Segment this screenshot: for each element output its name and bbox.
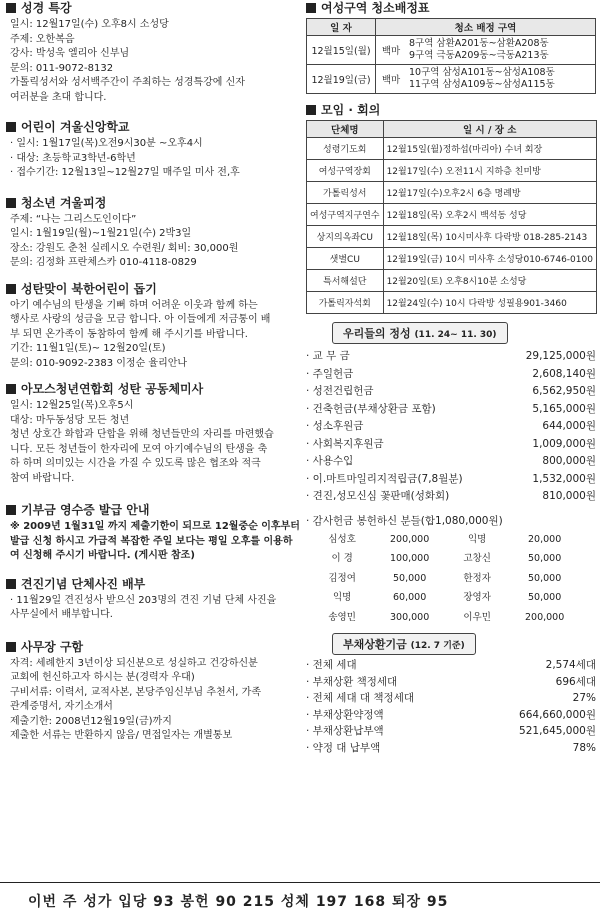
meeting-row	[307, 248, 597, 270]
notice-line: 주제: “나는 그리스도인이다”	[10, 213, 137, 225]
notice-section	[6, 502, 302, 564]
donor-amount: 200,000	[524, 611, 565, 623]
notice-line: 일시: 12월17일(수) 오후8시 소성당	[10, 19, 169, 30]
notice-line: 문의: 김정화 프란체스카 010-4118-0829	[10, 257, 197, 268]
finance-amount: 644,000원	[542, 420, 596, 432]
meeting-org: 가톨릭자석회	[307, 292, 384, 314]
meeting-org: 가톨릭성서	[307, 182, 384, 204]
bullet-square-icon	[6, 642, 16, 652]
notice-line: 하 하며 의미있는 시간을 가질 수 있도록 많은 협조와 적극	[10, 458, 261, 469]
meeting-org: 샛별CU	[307, 248, 384, 270]
finance-item	[306, 453, 596, 471]
cleaning-section	[306, 0, 596, 94]
bullet-square-icon	[6, 505, 16, 515]
debt-period: (12. 7 기준)	[410, 641, 465, 651]
donor-amount: 50,000	[528, 553, 562, 564]
donor-name: 김정여	[328, 572, 356, 584]
donor-amount: 50,000	[528, 572, 562, 584]
cleaning-area: 8구역 삼환A201동~삼환A208동	[409, 38, 549, 49]
notice-line: 제출한 서류는 반환하지 않음/ 면접일자는 개별통보	[10, 730, 233, 741]
notice-line: 관계증명서, 자기소개서	[10, 701, 113, 712]
finance-label: · 사용수입	[306, 455, 354, 467]
section-title: 사무장 구함	[21, 639, 84, 654]
meetings-section	[306, 102, 596, 314]
notice-line: 장소: 강원도 춘천 실레시오 수련원/ 회비: 30,000원	[10, 242, 239, 254]
debt-item	[306, 657, 596, 674]
notice-line: 대상: 마두동성당 모든 청년	[10, 414, 130, 426]
meeting-org: 성령기도회	[307, 138, 384, 160]
bullet-square-icon	[6, 122, 16, 132]
finance-label: · 성소후원금	[306, 420, 364, 432]
finance-section	[306, 322, 596, 627]
notice-line: · 일시: 1월17일(목)오전9시30분 ~오후4시	[10, 138, 203, 149]
debt-title-box	[332, 633, 476, 655]
notice-line: 강사: 박성욱 엘리아 신부님	[10, 48, 130, 59]
debt-amount: 521,645,000원	[519, 725, 596, 737]
notice-line: 청년 상호간 화합과 단합을 위해 청년들만의 자리를 마련했습	[10, 429, 274, 440]
left-column	[6, 0, 302, 750]
cleaning-header-area: 청소 배정 구역	[376, 19, 596, 36]
notice-line: 일시: 1월19일(월)~1월21일(수) 2박3일	[10, 228, 192, 239]
meeting-info: 12월17일(수) 오전11시 지하층 친미방	[383, 160, 596, 182]
notice-line: 자격: 세례한지 3년이상 되신분으로 성실하고 건강하신분	[10, 657, 258, 669]
notice-line: 참여 바랍니다.	[10, 472, 75, 484]
finance-title-box	[332, 322, 508, 344]
finance-label: · 이.마트마일리지적립금(7,8월분)	[306, 472, 463, 485]
section-title: 성경 특강	[21, 1, 72, 15]
notice-line: 교회에 헌신하고자 하시는 분(경력자 우대)	[10, 672, 195, 683]
notice-line: 아기 예수님의 탄생을 기뻐 하며 어려운 이웃과 함께 하는	[10, 299, 258, 311]
notice-section	[6, 0, 302, 105]
cleaning-area: 11구역 삼성A109동~삼성A115동	[409, 79, 555, 90]
donor-amount: 300,000	[389, 611, 430, 623]
cleaning-row	[307, 65, 596, 94]
finance-item	[306, 488, 596, 506]
cleaning-date: 12월19일(금)	[307, 65, 376, 94]
finance-item	[306, 366, 596, 384]
meeting-org: 여성구역장회	[307, 160, 384, 182]
notice-line: 부 되면 온가족이 동참하여 함께 해 주시기를 바랍니다.	[10, 328, 248, 340]
notice-line: 일시: 12월25일(목)오후5시	[10, 400, 134, 411]
meeting-info: 12월24일(수) 10시 다락방 성필용901-3460	[383, 292, 596, 314]
cleaning-row	[307, 36, 596, 65]
donor-amount: 200,000	[389, 533, 430, 545]
finance-amount: 800,000원	[542, 455, 596, 467]
notice-line: · 접수기간: 12월13일~12월27일 매주일 미사 전,후	[10, 167, 240, 178]
notice-line: 기간: 11월1일(토)~ 12월20일(토)	[10, 343, 166, 354]
finance-label: · 건축헌금(부채상환금 포함)	[306, 402, 436, 415]
finance-label: · 견진,성모신심 꽃판매(성화회)	[306, 490, 450, 502]
meeting-info: 12월18일(목) 10시미사후 다락방 018-285-2143	[383, 226, 596, 248]
donation-title: · 감사헌금 봉헌하신 분들(합1,080,000원)	[306, 514, 503, 527]
finance-title: 우리들의 정성	[343, 327, 411, 340]
donor-row	[314, 549, 584, 569]
meeting-info: 12월18일(목) 오후2시 백석동 성당	[383, 204, 596, 226]
donor-amount: 100,000	[389, 553, 430, 564]
debt-item	[306, 707, 596, 724]
donor-amount: 60,000	[393, 592, 427, 603]
cleaning-header-date: 일 자	[307, 19, 376, 36]
section-title: 성탄맞이 북한어린이 돕기	[21, 281, 157, 296]
bullet-square-icon	[6, 3, 16, 13]
donor-name: 이우민	[463, 611, 491, 623]
right-column	[306, 0, 596, 762]
meeting-row	[307, 292, 597, 314]
debt-item	[306, 740, 596, 757]
finance-label: · 성전건립헌금	[306, 385, 374, 397]
cleaning-title: 여성구역 청소배정표	[321, 1, 430, 15]
notice-section	[6, 195, 302, 271]
finance-amount: 1,009,000원	[532, 437, 596, 450]
debt-item	[306, 723, 596, 740]
meeting-org: 여성구역지구연수	[307, 204, 384, 226]
debt-label: · 부채상환납부액	[306, 725, 384, 737]
finance-label: · 주일헌금	[306, 367, 354, 380]
meeting-info: 12월20일(토) 오후8시10분 소성당	[383, 270, 596, 292]
finance-item	[306, 471, 596, 489]
donor-amount: 20,000	[528, 533, 562, 545]
debt-section	[306, 633, 596, 756]
finance-item	[306, 383, 596, 401]
finance-label: · 교 무 금	[306, 350, 350, 362]
bullet-square-icon	[6, 579, 16, 589]
donor-name: 이 경	[331, 553, 353, 564]
finance-label: · 사회복지후원금	[306, 437, 384, 450]
donor-amount: 50,000	[528, 592, 562, 603]
cleaning-areas	[406, 65, 596, 94]
cleaning-areas	[406, 36, 596, 65]
finance-item	[306, 348, 596, 366]
notice-line: 구비서류: 이력서, 교적사본, 본당주임신부님 추천서, 가족	[10, 686, 261, 698]
meeting-info: 12월17일(수)오후2시 6층 명례방	[383, 182, 596, 204]
notice-line: 가톨릭성서와 성서백주간이 주최하는 성경특강에 신자	[10, 77, 245, 88]
bullet-square-icon	[306, 3, 316, 13]
notice-line: 여 신청해 주시기 바랍니다. (게시판 참조)	[10, 550, 195, 561]
finance-amount: 5,165,000원	[532, 402, 596, 415]
section-title: 기부금 영수증 발급 안내	[21, 503, 150, 517]
cleaning-area: 10구역 삼성A101동~삼성A108동	[409, 67, 555, 78]
section-title: 견진기념 단체사진 배부	[21, 576, 146, 591]
donor-name: 고창신	[463, 553, 491, 564]
debt-label: · 부채상환약정액	[306, 708, 384, 721]
notice-line: 니다. 모든 청년들이 한자리에 모여 아기예수님의 탄생을 축	[10, 443, 268, 455]
meeting-org: 상지의옥좌CU	[307, 226, 384, 248]
notice-section	[6, 639, 302, 744]
notice-section	[6, 281, 302, 372]
section-title: 아모스청년연합회 성탄 공동체미사	[21, 382, 204, 396]
bullet-square-icon	[6, 384, 16, 394]
finance-item	[306, 401, 596, 419]
cleaning-area: 9구역 극동A209동~극동A213동	[409, 50, 549, 61]
debt-amount: 78%	[572, 741, 596, 754]
finance-item	[306, 418, 596, 436]
finance-amount: 1,532,000원	[532, 472, 596, 485]
meeting-row	[307, 270, 597, 292]
finance-period: (11. 24~ 11. 30)	[414, 330, 497, 340]
meetings-table	[306, 120, 597, 314]
notice-line: 사무실에서 배부합니다.	[10, 609, 113, 620]
debt-label: · 전체 세대	[306, 659, 357, 671]
meeting-row	[307, 138, 597, 160]
bullet-square-icon	[306, 105, 316, 115]
notice-line: · 대상: 초등학교3학년-6학년	[10, 152, 136, 164]
meeting-info: 12월19일(금) 10시 미사후 소성당010-6746-0100	[383, 248, 596, 270]
notice-section	[6, 576, 302, 623]
notice-section	[6, 119, 302, 181]
debt-label: · 부채상환 책정세대	[306, 675, 398, 688]
meeting-info: 12월15일(월)정하섭(마리아) 수녀 회장	[383, 138, 596, 160]
meeting-row	[307, 182, 597, 204]
meeting-org: 특서해설단	[307, 270, 384, 292]
notice-line: 제출기한: 2008년12월19일(금)까지	[10, 715, 172, 727]
notice-line: ※ 2009년 1월31일 까지 제출기한이 되므로 12월중순 이후부터	[10, 521, 300, 532]
meeting-row	[307, 226, 597, 248]
debt-title: 부채상환기금	[343, 638, 407, 651]
finance-item	[306, 436, 596, 454]
debt-amount: 696세대	[555, 675, 596, 688]
hymn-footer	[0, 882, 600, 911]
meeting-row	[307, 204, 597, 226]
donor-amount: 50,000	[393, 572, 427, 584]
hymn-footer-text: 이번 주 성가 입당 93 봉헌 90 215 성체 197 168 퇴장 95	[28, 894, 449, 910]
meetings-title: 모임 · 회의	[321, 103, 381, 117]
debt-item	[306, 690, 596, 707]
notice-section	[6, 381, 302, 486]
cleaning-date: 12월15일(월)	[307, 36, 376, 65]
meetings-header-org: 단체명	[307, 121, 384, 138]
cleaning-team: 백마	[376, 65, 407, 94]
notice-line: 행사로 사랑의 성금을 모금 합니다. 아 이들에게 저금통이 배	[10, 314, 271, 325]
bullet-square-icon	[6, 198, 16, 208]
donor-row	[314, 608, 584, 628]
notice-line: · 11월29일 견진성사 받으신 203명의 견진 기념 단체 사진을	[10, 594, 277, 606]
donor-row	[314, 569, 584, 589]
meetings-header-info: 일 시 / 장 소	[383, 121, 596, 138]
debt-item	[306, 674, 596, 691]
finance-amount: 2,608,140원	[532, 367, 596, 380]
debt-label: · 전체 세대 대 책정세대	[306, 692, 414, 704]
notice-line: 문의: 010-9092-2383 이정순 율리안나	[10, 357, 188, 369]
donors-table	[314, 530, 584, 628]
debt-amount: 2,574세대	[545, 659, 596, 671]
bullet-square-icon	[6, 284, 16, 294]
notice-line: 문의: 011-9072-8132	[10, 62, 114, 74]
donor-name: 한정자	[463, 572, 491, 584]
finance-amount: 6,562,950원	[532, 385, 596, 397]
section-title: 어린이 겨울신앙학교	[21, 120, 130, 134]
notice-line: 발급 신청 하시고 가급적 복잡한 주일 보다는 평일 오후를 이용하	[10, 535, 293, 547]
donor-name: 장영자	[463, 592, 491, 603]
donor-name: 익명	[332, 592, 352, 603]
cleaning-table	[306, 18, 596, 94]
donor-name: 송영민	[328, 611, 356, 623]
notice-line: 여러분을 초대 합니다.	[10, 91, 107, 103]
finance-amount: 29,125,000원	[525, 350, 596, 362]
meeting-row	[307, 160, 597, 182]
section-title: 청소년 겨울피정	[21, 195, 107, 210]
notice-line: 주제: 오한복음	[10, 33, 75, 45]
donor-name: 익명	[467, 533, 487, 545]
finance-amount: 810,000원	[542, 490, 596, 502]
cleaning-team: 백마	[376, 36, 407, 65]
donor-name: 심성호	[328, 533, 356, 545]
debt-amount: 664,660,000원	[519, 708, 596, 721]
debt-label: · 약정 대 납부액	[306, 741, 381, 754]
donor-row	[314, 588, 584, 608]
donor-row	[314, 530, 584, 550]
debt-amount: 27%	[572, 692, 596, 704]
